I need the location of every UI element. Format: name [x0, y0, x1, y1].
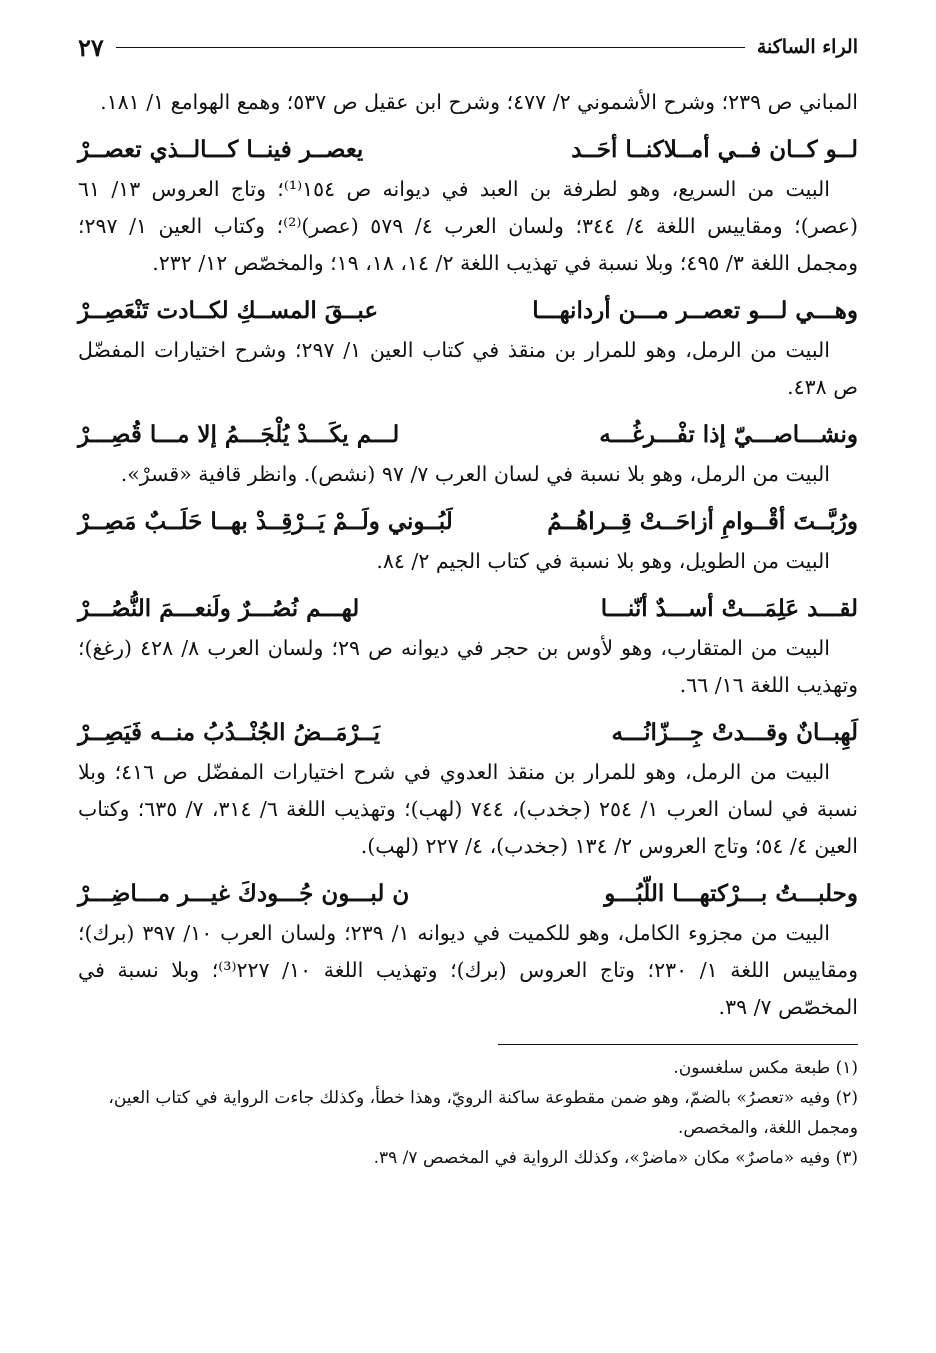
header-rule [116, 47, 745, 48]
verse-source-paragraph: البيت من السريع، وهو لطرفة بن العبد في ديوانه ص ١٥٤⁽¹⁾؛ وتاج العروس ١٣/ ٦١ (عصر)؛ ومقاييس اللغة ٤/ ٣٤٤؛ ولسان العرب ٤/ ٥٧٩ (عصر)⁽²⁾؛ وكتاب العين ١/ ٢٩٧؛ ومجمل اللغة ٣/ ٤٩٥؛ وبلا نسبة في تهذيب اللغة ٢/ ١٤، ١٨، ١٩؛ والمخصّص ١٢/ ٢٣٢. [78, 177, 859, 275]
verse-first-hemistich: وحلبـــتُ بـــرْكتهـــا اللّبُـــو [604, 879, 858, 907]
verse-first-hemistich: ونشـــاصـــيّ إذا تفْـــرغُـــه [599, 420, 858, 448]
book-page [78, 32, 858, 1173]
verse-first-hemistich: وهـــي لـــو تعصــر مـــن أردانهـــا [532, 296, 858, 324]
verse-line [78, 871, 858, 915]
verse-source-paragraph: البيت من مجزوء الكامل، وهو للكميت في ديوانه ١/ ٢٣٩؛ ولسان العرب ١٠/ ٣٩٧ (برك)؛ ومقاييس اللغة ١/ ٢٣٠؛ وتاج العروس (برك)؛ وتهذيب اللغة ١٠/ ٢٢٧⁽³⁾؛ وبلا نسبة في المخصّص ٧/ ٣٩. [78, 921, 858, 1019]
footnote-divider [498, 1044, 858, 1045]
verse-second-hemistich: عبــقَ المســكِ لكــادت تَنْعَصِــرْ [78, 296, 379, 324]
verse-first-hemistich: ورُبَّــتَ أقْــوامِ أزاحَــتْ قِــراهُــمُ [547, 507, 858, 535]
page-header [78, 32, 858, 62]
footnote: (٣) وفيه «ماصرٌ» مكان «ماضرْ»، وكذلك الرواية في المخصص ٧/ ٣٩. [373, 1148, 858, 1168]
verse-line [78, 288, 858, 332]
verse-line [78, 499, 858, 543]
verse-second-hemistich: لهـــم نُصُـــرٌ ولَنعـــمَ النُّصُـــرْ [78, 594, 360, 622]
verse-second-hemistich: يعصــر فينــا كـــالــذي تعصــرْ [78, 135, 364, 163]
verse-second-hemistich: لَبُــوني ولَــمْ يَــرْقِــدْ بهــا حَلَــبٌ مَصِــرْ [78, 507, 453, 535]
paragraph-continuation: المباني ص ٢٣٩؛ وشرح الأشموني ٢/ ٤٧٧؛ وشرح ابن عقيل ص ٥٣٧؛ وهمع الهوامع ١/ ١٨١. [100, 90, 858, 114]
footnote: (١) طبعة مكس سلغسون. [673, 1058, 858, 1078]
verse-first-hemistich: لقـــد عَلِمَـــتْ أســـدٌ أنّنـــا [600, 594, 858, 622]
verse-second-hemistich: لـــم يكَـــدْ يُلْجَـــمُ إلا مـــا قُصِـــرْ [78, 420, 400, 448]
verse-first-hemistich: لــو كــان فــي أمــلاكنــا أحَــد [571, 135, 858, 163]
verse-line [78, 412, 858, 456]
verse-line [78, 127, 858, 171]
verse-source-paragraph: البيت من الطويل، وهو بلا نسبة في كتاب الجيم ٢/ ٨٤. [376, 549, 830, 573]
verse-line [78, 710, 858, 754]
verse-second-hemistich: ن لبـــون جُـــودكَ غيـــر مـــاضِـــرْ [78, 879, 410, 907]
footnote: (٢) وفيه «تعصرُ» بالضمّ، وهو ضمن مقطوعة ساكنة الرويّ، وهذا خطأ، وكذلك جاءت الرواية في كتاب العين، ومجمل اللغة، والمخصص. [108, 1088, 858, 1138]
verse-source-paragraph: البيت من المتقارب، وهو لأوس بن حجر في ديوانه ص ٢٩؛ ولسان العرب ٨/ ٤٢٨ (رغغ)؛ وتهذيب اللغة ١٦/ ٦٦. [78, 636, 858, 697]
page-number: ٢٧ [78, 32, 104, 62]
verse-source-paragraph: البيت من الرمل، وهو بلا نسبة في لسان العرب ٧/ ٩٧ (نشص). وانظر قافية «قسرْ». [120, 462, 830, 486]
verse-line [78, 586, 858, 630]
chapter-title: الراء الساكنة [756, 36, 858, 58]
verse-source-paragraph: البيت من الرمل، وهو للمرار بن منقذ العدوي في شرح اختيارات المفضّل ص ٤١٦؛ وبلا نسبة في لسان العرب ١/ ٢٥٤ (جخدب)، ٧٤٤ (لهب)؛ وتهذيب اللغة ٦/ ٣١٤، ٧/ ٦٣٥؛ وكتاب العين ٤/ ٥٤؛ وتاج العروس ٢/ ١٣٤ (جخدب)، ٤/ ٢٢٧ (لهب). [78, 760, 858, 858]
verse-first-hemistich: لَهِبــانٌ وقـــدتْ جِـــزّانُـــه [611, 718, 858, 746]
verse-second-hemistich: يَــرْمَــضُ الجُنْــدُبُ منــه فَيَصِــرْ [78, 718, 381, 746]
verse-source-paragraph: البيت من الرمل، وهو للمرار بن منقذ في كتاب العين ١/ ٢٩٧؛ وشرح اختيارات المفضّل ص ٤٣٨. [78, 338, 858, 399]
